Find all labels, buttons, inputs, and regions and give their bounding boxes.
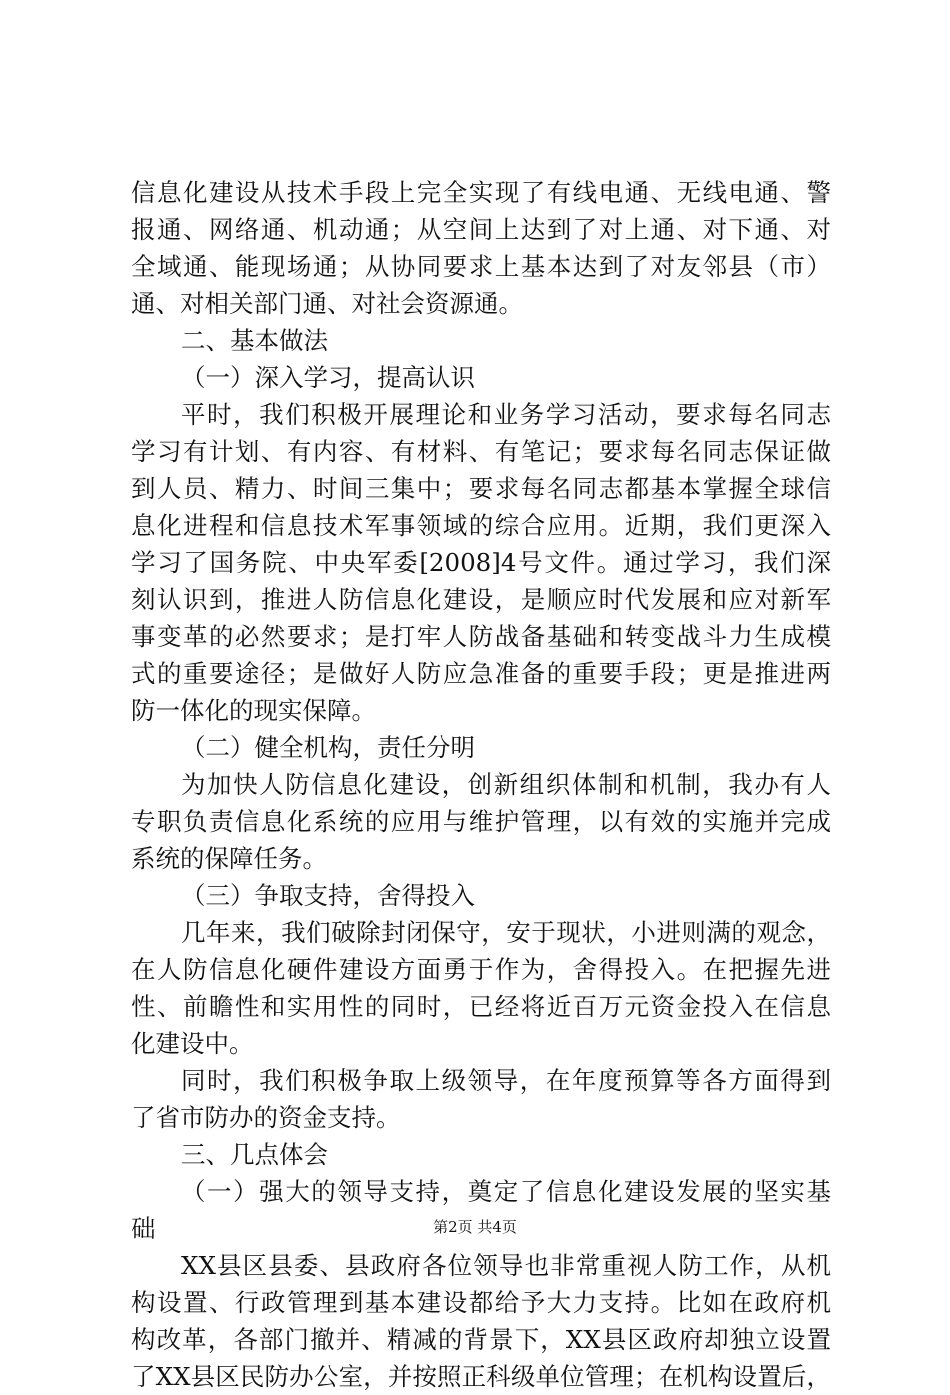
text-line: 化建设中。 xyxy=(131,1029,254,1058)
page-footer: 第2页 共4页 xyxy=(433,1218,517,1236)
text-line: 础 xyxy=(131,1214,156,1243)
text-line: 信息化建设从技术手段上完全实现了有线电通、无线电通、警 xyxy=(131,178,831,207)
text-line: 全域通、能现场通；从协同要求上基本达到了对友邻县（市） xyxy=(131,252,831,281)
text-line: 二、基本做法 xyxy=(181,326,328,355)
text-line: 报通、网络通、机动通；从空间上达到了对上通、对下通、对 xyxy=(131,215,831,244)
text-line: 系统的保障任务。 xyxy=(131,844,327,873)
text-line: 学习有计划、有内容、有材料、有笔记；要求每名同志保证做 xyxy=(131,437,831,466)
text-line: （一）深入学习，提高认识 xyxy=(181,363,475,392)
text-line: 构改革，各部门撤并、精减的背景下，XX县区政府却独立设置 xyxy=(131,1325,831,1354)
document-body xyxy=(131,174,831,1395)
text-line: 为加快人防信息化建设，创新组织体制和机制，我办有人 xyxy=(181,770,831,799)
text-line: 同时，我们积极争取上级领导，在年度预算等各方面得到 xyxy=(181,1066,831,1095)
text-line: （一）强大的领导支持，奠定了信息化建设发展的坚实基 xyxy=(181,1177,831,1206)
text-line: 事变革的必然要求；是打牢人防战备基础和转变战斗力生成模 xyxy=(131,622,831,651)
text-line: 几年来，我们破除封闭保守，安于现状，小进则满的观念， xyxy=(181,918,831,947)
text-line: 防一体化的现实保障。 xyxy=(131,696,376,725)
text-line: 通、对相关部门通、对社会资源通。 xyxy=(131,289,523,318)
text-line: 到人员、精力、时间三集中；要求每名同志都基本掌握全球信 xyxy=(131,474,831,503)
text-line: 性、前瞻性和实用性的同时，已经将近百万元资金投入在信息 xyxy=(131,992,831,1021)
text-line: （二）健全机构，责任分明 xyxy=(181,733,475,762)
text-line: 三、几点体会 xyxy=(181,1140,328,1169)
text-line: 专职负责信息化系统的应用与维护管理，以有效的实施并完成 xyxy=(131,807,831,836)
text-line: 在人防信息化硬件建设方面勇于作为，舍得投入。在把握先进 xyxy=(131,955,831,984)
text-line: 式的重要途径；是做好人防应急准备的重要手段；更是推进两 xyxy=(131,659,831,688)
text-line: 息化进程和信息技术军事领域的综合应用。近期，我们更深入 xyxy=(131,511,831,540)
text-line: 刻认识到，推进人防信息化建设，是顺应时代发展和应对新军 xyxy=(131,585,831,614)
text-line: 构设置、行政管理到基本建设都给予大力支持。比如在政府机 xyxy=(131,1288,831,1317)
text-line: （三）争取支持，舍得投入 xyxy=(181,881,475,910)
text-line: 平时，我们积极开展理论和业务学习活动，要求每名同志 xyxy=(181,400,831,429)
text-line: 了省市防办的资金支持。 xyxy=(131,1103,401,1132)
text-line: XX县区县委、县政府各位领导也非常重视人防工作，从机 xyxy=(181,1251,831,1280)
text-line: 了XX县区民防办公室，并按照正科级单位管理；在机构设置后， xyxy=(131,1362,831,1391)
text-line: 学习了国务院、中央军委[2008]4号文件。通过学习，我们深 xyxy=(131,548,831,577)
